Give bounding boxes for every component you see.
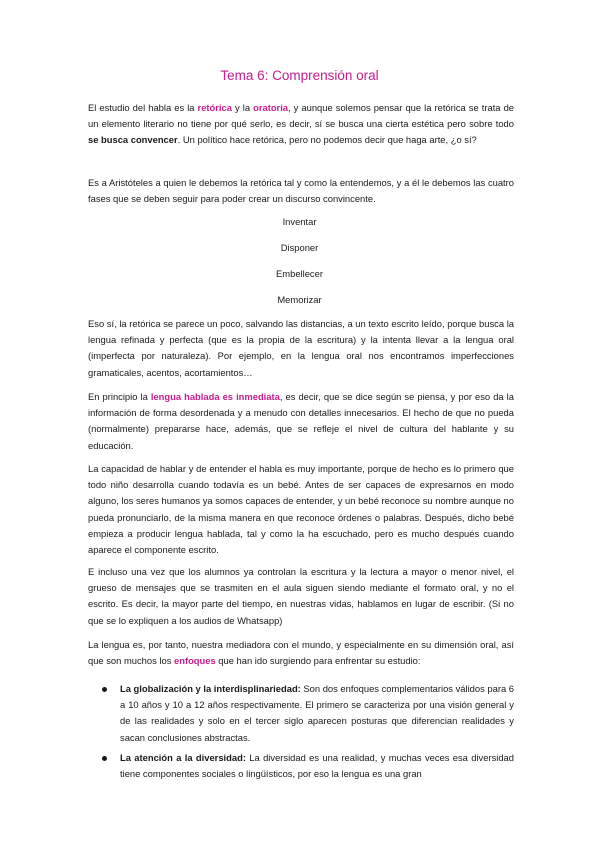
- paragraph-rhetoric-intro: [88, 100, 514, 149]
- text-run: , y aunque solemos pensar que la retórica se trata de un elemento literario no tiene por qué serlo, es decir, sí se busca una cierta estética pero sobre todo: [88, 102, 514, 130]
- text-run: y la: [231, 102, 254, 113]
- text-run: En principio la: [88, 391, 151, 402]
- text-run: , es decir, que se dice según se piensa, y por eso da la información de forma desordenada y a menudo con detalles innecesarios. El hecho de que no pueda (normalmente) prepararse hace, además, que se refleje el nivel de cultura del hablante y su educación.: [88, 391, 514, 451]
- list-item: [88, 681, 514, 746]
- highlight-retorica: retórica: [197, 102, 232, 113]
- paragraph-rhetoric-written: Eso sí, la retórica se parece un poco, salvando las distancias, a un texto escrito leído, porque busca la lengua refinada y perfecta (que es la propia de la escritura) y la intenta llevar a la lengua oral (imperfecta por naturaleza). Por ejemplo, en la lengua oral nos encontramos imperfecciones gramaticales, acentos, acortamientos…: [88, 318, 514, 378]
- text-run: que han ido surgiendo para enfrentar su estudio:: [215, 655, 421, 667]
- approaches-list: [88, 681, 514, 786]
- list-item-text: Son dos enfoques complementarios válidos para 6 a 10 años y 10 a 12 años respectivamente. El primero se caracteriza por una visión general y de las realidades y solo en el tercer siglo aparecen posturas que diferencian realidades y sacan conclusiones abstractas.: [120, 683, 514, 743]
- text-run: La lengua es, por tanto, nuestra mediadora con el mundo, y especialmente en su dimensión oral, así que son muchos los: [88, 639, 514, 667]
- phase-item: Memorizar: [277, 294, 322, 305]
- text-run: El estudio del habla es la: [88, 102, 198, 113]
- bullet-icon: [102, 687, 107, 692]
- paragraph-spoken-language: [88, 389, 514, 454]
- bullet-icon: [102, 756, 107, 761]
- phase-item: Disponer: [280, 242, 319, 253]
- highlight-lengua-hablada: lengua hablada es inmediata: [150, 391, 280, 402]
- list-item-heading: La atención a la diversidad:: [120, 751, 246, 763]
- phase-item: Inventar: [282, 216, 317, 227]
- paragraph-approaches: [88, 637, 514, 669]
- list-item-heading: La globalización y la interdisplinariedad:: [120, 683, 301, 694]
- list-item-text: La diversidad es una realidad, y muchas veces esa diversidad tiene componentes sociales o lingüísticos, por eso la lengua es una gran: [120, 751, 514, 780]
- highlight-enfoques: enfoques: [174, 655, 216, 667]
- page-title: Tema 6: Comprensión oral: [220, 68, 379, 83]
- paragraph-speaking-capacity: La capacidad de hablar y de entender el habla es muy importante, porque de hecho es lo primero que todo niño desarrolla cuando todavía es un bebé. Antes de ser capaces de expresarnos en modo alguno, los seres humanos ya somos capaces de entender, y un bebé reconoce su nombre aunque no pueda pronunciarlo, de la misma manera en que reconoce órdenes o palabras. Después, dicho bebé empieza a producir lengua hablada, tal y como la ha escuchado, pero es mucho después cuando aparece el componente escrito.: [88, 463, 514, 556]
- paragraph-aristoteles: Es a Aristóteles a quien le debemos la retórica tal y como la entendemos, y a él le debemos las cuatro fases que se deben seguir para poder crear un discurso convincente.: [88, 177, 514, 205]
- highlight-oratoria: oratoria: [253, 102, 289, 113]
- list-item: [88, 750, 514, 782]
- paragraph-classroom-oral: E incluso una vez que los alumnos ya controlan la escritura y la lectura a mayor o menor nivel, el grueso de mensajes que se trasmiten en el aula siguen siendo mediante el formato oral, y no el escrito. Es decir, la mayor parte del tiempo, en nuestras vidas, hablamos en lugar de escribir. (Si no que se lo expliquen a los audios de Whatsapp): [88, 566, 514, 626]
- bold-busca-convencer: se busca convencer: [88, 134, 178, 146]
- phase-item: Embellecer: [276, 268, 323, 279]
- text-run: . Un político hace retórica, pero no podemos decir que haga arte, ¿o sí?: [177, 134, 477, 146]
